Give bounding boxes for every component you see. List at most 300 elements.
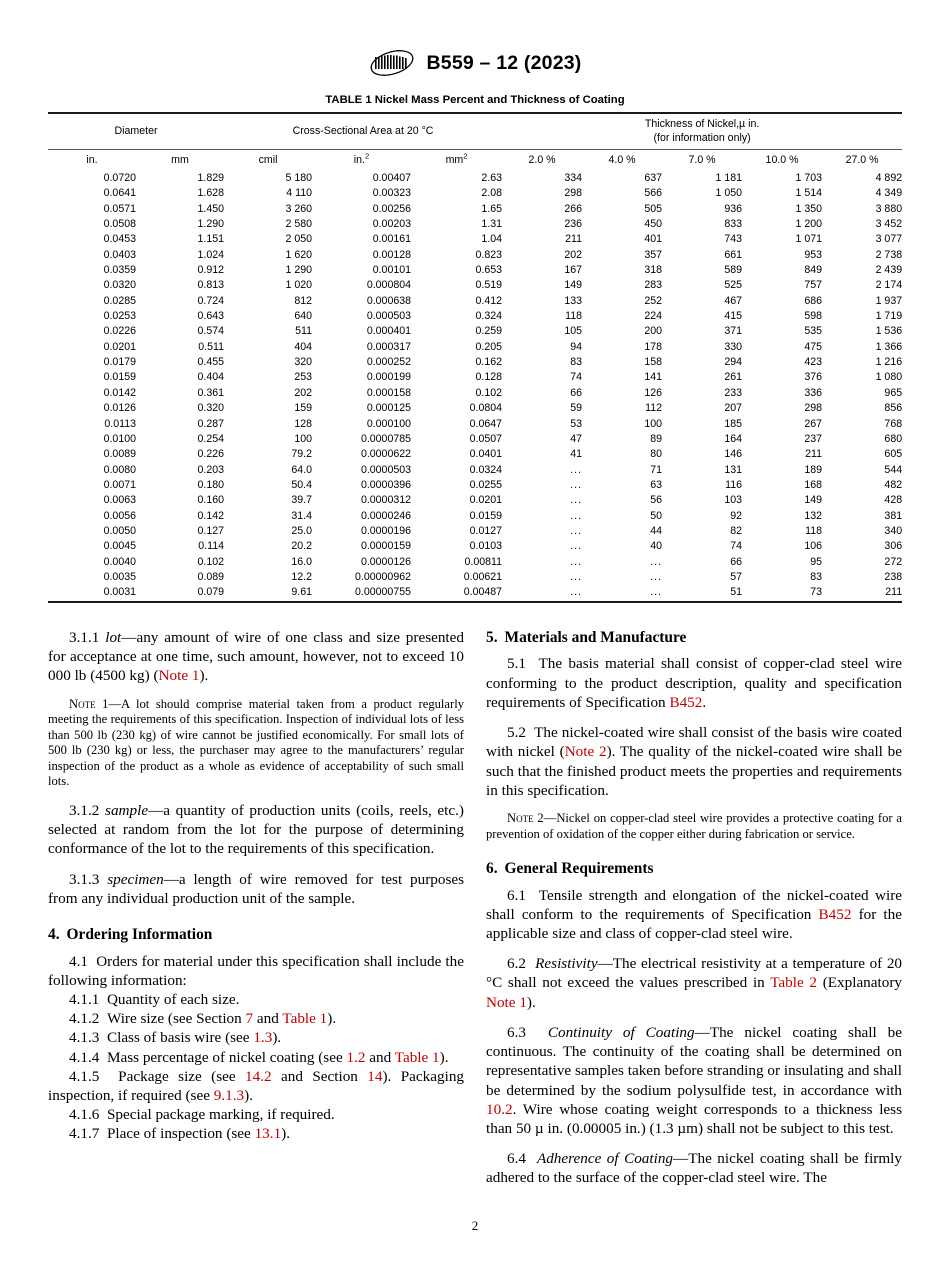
clause-text-tail: ). [281,1125,291,1143]
cell-cmil: 202 [294,386,313,399]
cell-cmil: 25.0 [291,524,313,537]
cell-diameter-mm: 0.724 [197,294,225,307]
cell-diameter-mm: 1.829 [197,172,225,184]
cell-area-mm2: 0.102 [475,386,503,399]
section-number: 5. [486,629,498,646]
cell-thickness-4pct: ... [650,586,663,599]
paragraph-6-3 [486,1023,902,1138]
cell-thickness-4pct: 126 [644,386,663,399]
cell-thickness-10pct: 376 [804,371,823,384]
document-header [0,48,950,78]
clause-number: 4.1.5 [69,1067,100,1085]
cell-thickness-10pct: 237 [804,432,823,445]
cell-thickness-10pct: 757 [804,279,823,292]
cell-thickness-7pct: 57 [730,570,743,583]
table-row [48,386,902,401]
cell-thickness-4pct: 89 [650,432,663,445]
table-row [48,217,902,232]
clause-text: —The electrical resistivity at a temperature of 20 °C shall not exceed the values prescribed in [486,955,903,992]
table-row [48,539,902,554]
section-heading-5 [486,628,902,647]
clause-number: 3.1.1 [69,629,100,646]
cell-area-in2: 0.000503 [366,310,412,323]
cell-thickness-4pct: 100 [644,417,663,430]
cell-thickness-2pct: 41 [570,448,583,461]
clause-text-tail: for the applicable size and class of copper-clad steel wire. [486,905,902,943]
cross-ref-table-1[interactable]: Table 1 [282,1010,328,1028]
cell-thickness-4pct: 224 [644,310,663,323]
table-row [48,555,902,570]
cell-area-in2: 0.00101 [372,264,412,277]
cell-thickness-2pct: 47 [570,432,583,445]
cell-cmil: 253 [294,371,313,384]
cell-cmil: 640 [294,310,313,323]
clause-text: Special package marking, if required. [106,1106,335,1124]
cell-diameter-mm: 0.361 [197,386,225,399]
cell-diameter-in: 0.0056 [103,509,136,522]
cell-cmil: 100 [294,432,313,445]
cell-thickness-10pct: 83 [810,570,823,583]
cell-diameter-in: 0.0403 [103,248,136,261]
cross-ref-table-1[interactable]: Table 1 [394,1048,440,1066]
note-text: Nickel on copper-clad steel wire provides a protective coating for a prevention of oxidation of the copper either during fabrication or service. [486,811,902,841]
cell-area-in2: 0.000638 [366,294,412,307]
cell-thickness-27pct: 2 174 [875,279,903,292]
cell-cmil: 50.4 [291,478,313,491]
cell-cmil: 1 620 [285,248,313,261]
cell-diameter-mm: 0.643 [197,310,225,323]
cell-thickness-7pct: 415 [724,310,743,323]
cell-diameter-in: 0.0320 [103,279,136,292]
cell-cmil: 20.2 [291,540,313,553]
cell-thickness-27pct: 3 077 [875,233,903,246]
cell-thickness-2pct: 83 [570,356,583,369]
cell-thickness-10pct: 106 [804,540,823,553]
cell-thickness-7pct: 66 [730,555,743,568]
cell-area-mm2: 0.0127 [469,524,503,537]
clause-text: —any amount of wire of one class and size presented for acceptance at one time, such amount, however, not to exceed 10 000 lb (4500 kg) ( [48,629,464,685]
table-row [48,570,902,585]
cell-thickness-7pct: 82 [730,524,743,537]
clause-text: —a length of wire removed for test purposes from any individual production unit of the sample. [48,870,464,907]
cell-thickness-4pct: ... [650,570,663,583]
cell-thickness-10pct: 1 350 [795,202,823,215]
cell-diameter-mm: 1.024 [197,248,225,261]
cell-thickness-27pct: 605 [884,448,903,461]
cell-cmil: 79.2 [291,448,313,461]
cell-thickness-2pct: 266 [564,202,583,215]
cell-area-in2: 0.00256 [372,202,412,215]
cell-thickness-10pct: 95 [810,555,823,568]
cross-ref-table-2[interactable]: Table 2 [770,974,817,992]
cell-thickness-27pct: 768 [884,417,903,430]
cell-area-in2: 0.0000246 [360,509,412,522]
cell-thickness-10pct: 168 [804,478,823,491]
cell-area-mm2: 0.0401 [469,448,503,461]
note-label: Note [69,696,96,711]
cell-diameter-in: 0.0253 [103,310,136,323]
cell-thickness-7pct: 207 [724,402,743,415]
cell-thickness-27pct: 428 [884,494,903,507]
cell-diameter-in: 0.0453 [103,233,136,246]
cell-diameter-in: 0.0089 [103,448,136,461]
table-row [48,432,902,447]
cell-thickness-7pct: 936 [724,202,743,215]
cell-cmil: 3 260 [285,202,313,215]
cell-thickness-7pct: 51 [730,586,743,599]
clause-text-tail: ). [199,667,209,685]
cross-ref-b452[interactable]: B452 [818,905,852,923]
cross-ref-9-1-3[interactable]: 9.1.3 [213,1087,245,1105]
cell-area-in2: 0.00128 [372,248,412,261]
cell-area-mm2: 0.205 [475,340,503,353]
cell-cmil: 2 050 [285,233,313,246]
cell-diameter-mm: 0.511 [198,340,225,353]
paragraph-3-1-1 [48,628,464,686]
cell-thickness-7pct: 103 [724,494,743,507]
cell-thickness-10pct: 298 [804,402,823,415]
cell-thickness-10pct: 118 [805,524,823,537]
col-header-pct-27: 27.0 % [822,150,902,172]
clause-text-tail: . Wire whose coating weight corresponds to a thickness less than 50 µ in. (0.00005 in.) (1.3 µm) shall not be subject to this test. [486,1100,902,1137]
cross-ref-14-2[interactable]: 14.2 [245,1067,272,1085]
cell-diameter-in: 0.0285 [103,294,136,307]
cell-thickness-4pct: 252 [644,294,663,307]
cell-thickness-10pct: 849 [804,264,823,277]
defined-term: Adherence of Coating [536,1150,674,1168]
paragraph-4-1-4 [48,1048,464,1067]
cell-area-mm2: 0.0647 [469,417,503,430]
cell-thickness-2pct: 105 [564,325,583,338]
cell-thickness-27pct: 1 937 [875,294,903,307]
col-header-pct-2: 2.0 % [502,150,582,172]
cell-area-mm2: 0.00811 [464,555,503,568]
cross-ref-section-7[interactable]: 7 [245,1010,254,1028]
cell-area-mm2: 0.0507 [469,432,503,445]
cell-area-in2: 0.0000196 [360,524,412,537]
col-header-cmil: cmil [224,150,312,172]
cell-diameter-mm: 0.912 [197,264,225,277]
table-row [48,355,902,370]
cell-thickness-2pct: 133 [564,294,583,307]
cell-thickness-2pct: 53 [570,417,583,430]
cell-thickness-2pct: 118 [565,310,583,323]
cell-diameter-in: 0.0201 [103,340,136,353]
cell-area-mm2: 0.162 [475,356,503,369]
paragraph-6-1 [486,886,902,944]
cell-diameter-mm: 0.102 [197,555,225,568]
cell-thickness-4pct: 450 [644,218,663,231]
cell-diameter-mm: 0.114 [198,540,225,553]
cell-thickness-2pct: 59 [570,402,583,415]
cell-thickness-10pct: 149 [804,494,823,507]
clause-text-mid: and [365,1048,395,1066]
cross-ref-10-2[interactable]: 10.2 [486,1100,513,1118]
cell-diameter-in: 0.0071 [103,478,136,491]
cell-thickness-7pct: 1 181 [715,172,743,184]
cell-thickness-2pct: 334 [564,172,583,184]
cross-ref-section-14[interactable]: 14 [367,1067,383,1085]
paragraph-4-1-5 [48,1067,464,1105]
cell-thickness-7pct: 1 050 [715,187,743,200]
cell-thickness-4pct: 566 [644,187,663,200]
clause-text: Quantity of each size. [106,990,240,1008]
section-heading-6 [486,859,902,878]
cell-diameter-in: 0.0226 [103,325,136,338]
cell-diameter-mm: 1.151 [197,233,225,246]
cell-diameter-in: 0.0063 [103,494,136,507]
cell-thickness-2pct: ... [570,509,583,522]
table-group-header-row [48,113,902,150]
cell-diameter-mm: 0.142 [197,509,225,522]
table-caption: TABLE 1 Nickel Mass Percent and Thickness of Coating [325,94,625,106]
clause-text-mid: (Explanatory [817,974,902,992]
table-row [48,248,902,263]
clause-text: The basis material shall consist of copper-clad steel wire conforming to the product description, quality and specification requirements of Specification [486,655,902,711]
cell-diameter-in: 0.0179 [103,356,136,369]
cell-thickness-4pct: 71 [650,463,663,476]
cell-diameter-mm: 0.203 [197,463,225,476]
cell-thickness-27pct: 1 719 [875,310,903,323]
cell-thickness-4pct: ... [650,555,663,568]
cell-thickness-10pct: 423 [804,356,823,369]
cell-thickness-27pct: 2 738 [875,248,903,261]
cross-ref-note-2[interactable]: Note 2 [564,743,607,761]
cell-area-mm2: 2.63 [481,172,503,184]
cell-diameter-in: 0.0100 [103,432,136,445]
cell-area-in2: 0.0000503 [360,463,412,476]
clause-number: 5.2 [507,724,526,742]
cell-area-mm2: 0.0201 [469,494,503,507]
cell-thickness-2pct: 202 [564,248,583,261]
cell-diameter-in: 0.0359 [103,264,136,277]
cross-ref-explanatory-note-1[interactable]: Note 1 [486,993,527,1011]
cell-thickness-2pct: ... [570,524,583,537]
cross-ref-b452[interactable]: B452 [669,693,703,711]
cell-thickness-10pct: 211 [805,448,823,461]
cell-area-mm2: 2.08 [481,187,503,200]
section-title: General Requirements [504,860,654,878]
cell-thickness-7pct: 371 [724,325,743,338]
cell-diameter-mm: 0.089 [197,570,225,583]
cell-area-in2: 0.00161 [372,233,412,246]
cell-diameter-in: 0.0031 [103,586,136,599]
col-header-pct-10: 10.0 % [742,150,822,172]
cross-ref-note-1[interactable]: Note 1 [158,667,200,685]
clause-number: 4.1.6 [69,1106,100,1124]
clause-text-tail: . [702,693,707,711]
paragraph-5-1 [486,654,902,712]
cell-area-mm2: 0.128 [475,371,503,384]
cell-thickness-4pct: 141 [644,371,663,384]
cell-diameter-mm: 0.254 [197,432,225,445]
table-row [48,463,902,478]
table-column-header-row [48,150,902,172]
cross-ref-1-3[interactable]: 1.3 [253,1029,273,1047]
cell-area-in2: 0.00000755 [355,586,412,599]
paragraph-4-1-2 [48,1009,464,1028]
cell-area-in2: 0.000317 [366,340,412,353]
cell-area-mm2: 0.0255 [469,478,503,491]
cell-thickness-7pct: 164 [724,432,743,445]
cell-thickness-2pct: ... [570,540,583,553]
table-row [48,370,902,385]
table-1-container [48,94,902,603]
cell-area-mm2: 1.65 [481,202,503,215]
cell-area-in2: 0.0000312 [360,494,412,507]
note-label: Note [507,811,534,826]
cell-thickness-2pct: ... [570,463,583,476]
cell-thickness-4pct: 44 [650,524,663,537]
cell-area-in2: 0.000100 [366,417,412,430]
cell-thickness-27pct: 544 [884,463,903,476]
clause-number: 6.2 [507,955,526,973]
cell-thickness-7pct: 233 [724,386,743,399]
col-header-diameter-mm: mm [136,150,224,172]
cell-area-mm2: 0.0103 [469,540,503,553]
clause-text: —The nickel coating shall be continuous. The continuity of the coating shall be determined on representative samples taken before stranding or insulating and shall be determined by the sodium polysulfide test, in accordance with [486,1023,902,1099]
cell-thickness-2pct: 94 [570,340,583,353]
cell-thickness-27pct: 856 [884,402,903,415]
clause-text-tail: ). The quality of the nickel-coated wire shall be such that the finished product meets the properties and requirements in this specification. [486,743,902,799]
table-row [48,309,902,324]
cell-thickness-7pct: 833 [724,218,743,231]
cell-thickness-7pct: 467 [724,294,743,307]
cell-cmil: 511 [295,325,313,338]
cell-diameter-in: 0.0040 [103,555,136,568]
body-column-left [48,628,464,1144]
table-body [48,171,902,602]
cross-ref-13-1[interactable]: 13.1 [254,1125,282,1143]
cell-thickness-27pct: 2 439 [875,264,903,277]
defined-term: Resistivity [535,955,598,973]
col-header-area-in2: in.$^2$ [312,150,411,172]
cell-thickness-27pct: 482 [884,478,903,491]
clause-number: 6.4 [507,1150,526,1168]
cell-thickness-10pct: 1 514 [795,187,823,200]
clause-number: 4.1.1 [69,990,100,1008]
col-header-diameter-in: in. [48,150,136,172]
note-2 [486,811,902,842]
cell-diameter-in: 0.0508 [103,218,136,231]
cell-diameter-mm: 0.455 [197,356,225,369]
table-row [48,493,902,508]
table-row [48,417,902,432]
cell-thickness-27pct: 965 [884,386,903,399]
cell-thickness-27pct: 381 [884,509,903,522]
cell-thickness-7pct: 589 [724,264,743,277]
cell-area-mm2: 0.823 [475,248,503,261]
clause-text-tail: ). [526,993,536,1011]
table-row [48,585,902,601]
cell-thickness-4pct: 318 [644,264,663,277]
cell-area-in2: 0.0000126 [360,555,412,568]
cell-thickness-2pct: ... [570,478,583,491]
cell-thickness-7pct: 261 [724,371,743,384]
cell-thickness-7pct: 74 [730,540,743,553]
section-title: Materials and Manufacture [504,629,687,646]
cell-thickness-27pct: 272 [884,555,903,568]
cell-thickness-27pct: 1 536 [875,325,903,338]
cell-thickness-4pct: 357 [644,248,663,261]
note-1 [48,697,464,790]
cell-diameter-mm: 0.226 [197,448,225,461]
cell-thickness-2pct: 236 [564,218,583,231]
cell-area-mm2: 1.31 [481,218,503,231]
cell-area-in2: 0.00000962 [355,570,412,583]
cell-area-mm2: 0.00621 [463,570,503,583]
clause-number: 3.1.3 [69,870,100,888]
cell-diameter-in: 0.0720 [103,172,136,184]
cell-thickness-27pct: 3 880 [875,202,903,215]
cell-thickness-10pct: 1 071 [795,233,823,246]
table-row [48,232,902,247]
cell-thickness-4pct: 401 [644,233,663,246]
cell-thickness-27pct: 340 [884,524,903,537]
cell-thickness-4pct: 505 [644,202,663,215]
clause-text-mid: and Section [271,1067,368,1085]
cell-area-in2: 0.000125 [366,402,412,415]
cell-thickness-7pct: 116 [725,478,743,491]
note-number: 1— [95,696,122,711]
cell-diameter-mm: 0.574 [197,325,225,338]
cell-thickness-27pct: 680 [884,432,903,445]
cell-diameter-in: 0.0159 [103,371,136,384]
cell-diameter-in: 0.0142 [103,386,136,399]
cross-ref-1-2[interactable]: 1.2 [346,1048,366,1066]
clause-text: The nickel-coated wire shall consist of the basis wire coated with nickel ( [486,724,903,761]
cell-thickness-2pct: 167 [564,264,583,277]
cell-diameter-mm: 0.287 [197,417,225,430]
cell-diameter-mm: 1.628 [197,187,225,200]
paragraph-4-1 [48,952,464,990]
cell-thickness-4pct: 50 [650,509,663,522]
cell-area-in2: 0.0000622 [360,448,412,461]
cell-area-in2: 0.0000785 [360,432,412,445]
cell-thickness-4pct: 637 [644,172,663,184]
cell-cmil: 12.2 [291,570,313,583]
cell-thickness-27pct: 238 [884,570,903,583]
cell-cmil: 31.4 [291,509,313,522]
cell-area-mm2: 0.324 [475,310,503,323]
col-header-pct-4: 4.0 % [582,150,662,172]
cell-diameter-in: 0.0080 [103,463,136,476]
cell-thickness-7pct: 294 [724,356,743,369]
group-header-area: Cross-Sectional Area at 20 °C [224,113,502,150]
cell-thickness-27pct: 211 [885,586,903,599]
cell-thickness-10pct: 1 200 [795,218,823,231]
cell-cmil: 1 020 [285,279,313,292]
cell-cmil: 16.0 [291,555,313,568]
group-header-thickness-line2: (for information only) [653,131,751,144]
cell-diameter-in: 0.0035 [103,570,136,583]
group-header-thickness-line1: Thickness of Nickel,µ in. [644,117,760,130]
clause-text: Wire size (see Section [106,1010,246,1028]
cell-diameter-in: 0.0571 [103,202,136,215]
table-row [48,340,902,355]
cell-thickness-10pct: 132 [804,509,823,522]
clause-text-tail: ). [244,1087,253,1105]
cell-cmil: 9.61 [291,586,313,599]
cell-area-in2: 0.000252 [366,356,412,369]
clause-number: 4.1 [69,952,88,970]
paragraph-4-1-7 [48,1124,464,1143]
cell-cmil: 4 110 [286,187,313,200]
clause-number: 3.1.2 [69,801,100,819]
cell-thickness-27pct: 1 366 [875,340,903,353]
table-row [48,278,902,293]
clause-text: Class of basis wire (see [106,1029,254,1047]
